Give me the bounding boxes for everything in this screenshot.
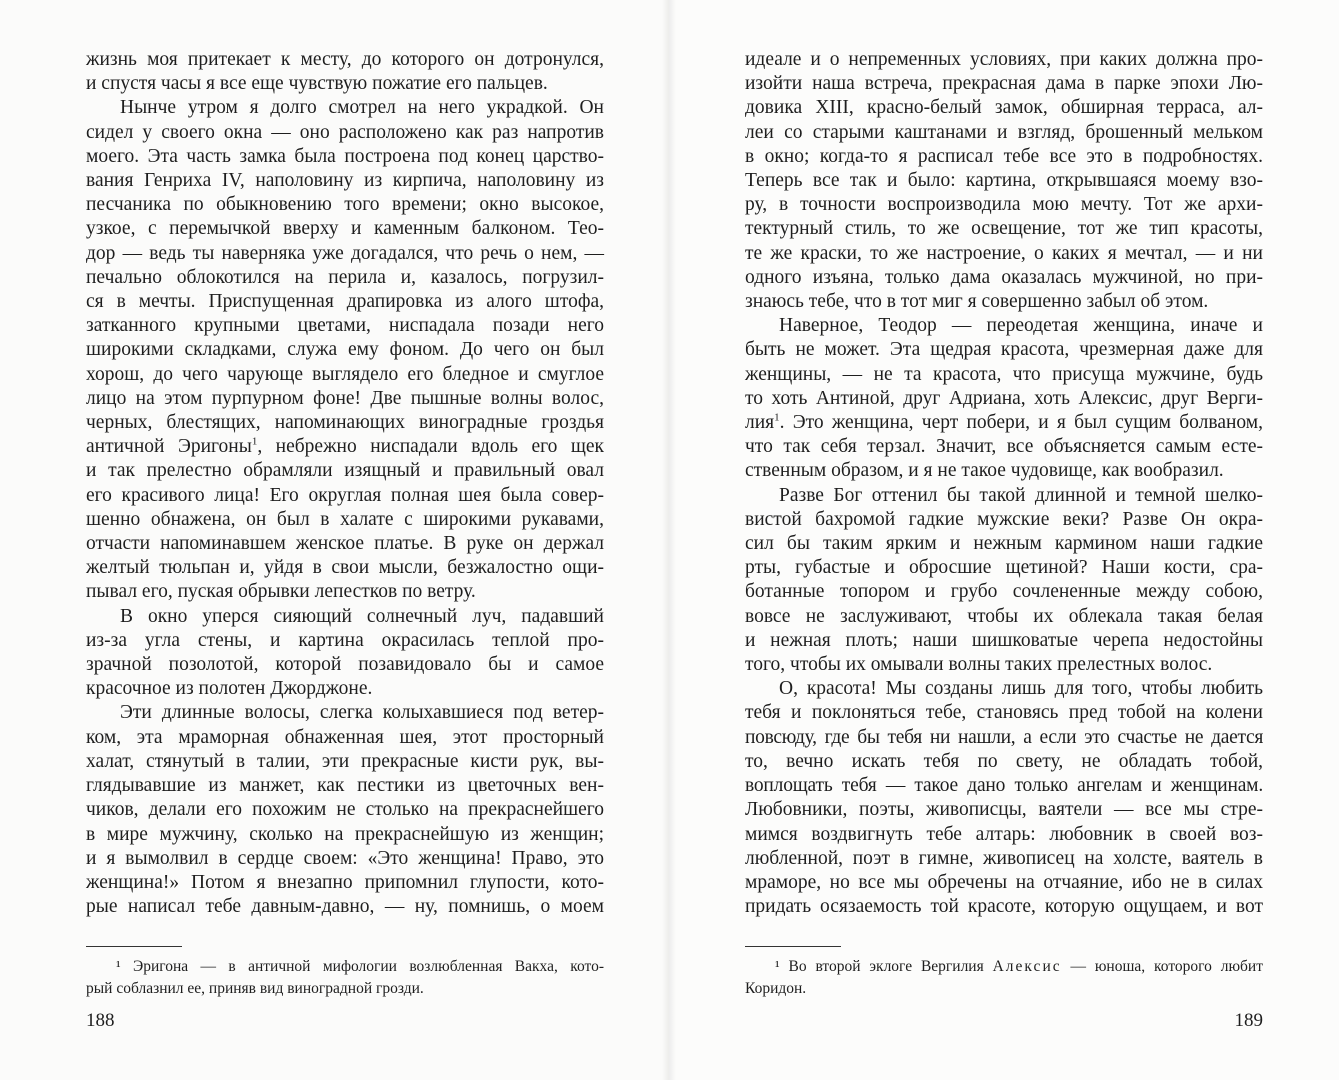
paragraph (86, 605, 604, 702)
text-line: В окно уперся сияющий солнечный луч, падавший (120, 605, 604, 627)
text-line: отчасти напоминавшем женское платье. В руке он держал (86, 533, 604, 555)
text-line: то хоть Антиной, друг Адриана, хоть Алексис, друг Верги- (745, 387, 1263, 409)
left-page-body (86, 48, 604, 919)
text-line: мраморе, но все мы обречены на отчаяние, ибо не в силах (745, 871, 1263, 893)
text-line: его красивого лица! Его округлая полная шея была совер- (86, 484, 604, 506)
text-line: и спустя часы я все еще чувствую пожатие его пальцев. (86, 73, 548, 95)
text-line: рты, губастые и обросшие щетиной? Наши кости, сра- (745, 557, 1263, 579)
text-line: женщины, — не та красота, что присуща мужчине, будь (745, 363, 1263, 385)
footnote-marker: 1 (774, 411, 780, 424)
text-line: затканного крупными цветами, ниспадала позади него (86, 315, 604, 337)
text-line: Теперь все так и было: картина, открывшаяся моему взо- (745, 170, 1263, 192)
text-line: из-за угла стены, и картина окрасилась теплой про- (86, 629, 604, 651)
text-line: Наверное, Теодор — переодетая женщина, иначе и (779, 315, 1263, 337)
text-line: ственным образом, и я не такое чудовище, как вообразил. (745, 460, 1224, 482)
text-line: воплощать тебя — такое дано только ангелам и женщинам. (745, 775, 1263, 797)
text-line: и я вымолвил в сердце своем: «Это женщина! Право, это (86, 847, 604, 869)
paragraph (745, 314, 1263, 483)
footnote-divider (86, 946, 182, 947)
text-line: мимся воздвигнуть тебе алтарь: любовник в своей воз- (745, 823, 1263, 845)
text-line: довика XIII, красно-белый замок, обширная терраса, ал- (745, 97, 1263, 119)
text-line: узкое, с перемычкой вверху и каменным балконом. Теo- (86, 218, 604, 240)
text-line: быть не может. Эта щедрая красота, чрезмерная даже для (745, 339, 1263, 361)
text-line: женщина!» Потом я внезапно припомнил глупости, кото- (86, 871, 604, 893)
text-line (745, 411, 1263, 435)
text-line: одного изъяна, только дама оказалась мужчиной, но при- (745, 266, 1263, 288)
text-fragment: античной Эригоны (86, 436, 252, 458)
text-line: Разве Бог оттенил бы такой длинной и темной шелко- (779, 484, 1263, 506)
text-line: леи со старыми каштанами и взгляд, брошенный мельком (745, 121, 1263, 143)
text-line: в окно; когда-то я расписал тебе все это в подробностях. (745, 145, 1263, 167)
right-page (669, 0, 1339, 1080)
text-line: лицо на этом пурпурном фоне! Две пышные волны волос, (86, 387, 604, 409)
page-number: 188 (86, 1010, 115, 1031)
page-number: 189 (1234, 1010, 1263, 1031)
footnote-line: ¹ Эригона — в античной мифологии возлюбленная Вакха, кото- (116, 958, 604, 975)
text-fragment: ¹ Во второй эклоге Вергилия (775, 958, 993, 975)
text-line: что так себя терзал. Значит, все объясняется самым есте- (745, 436, 1263, 458)
paragraph (745, 484, 1263, 678)
text-line: те же краски, то же настроение, о каких я мечтал, — и ни (745, 242, 1263, 264)
text-line: глядывавшие из манжет, как пестики из цветочных вен- (86, 775, 604, 797)
footnote-marker: 1 (251, 435, 258, 448)
text-fragment: . Это женщина, черт побери, и я был сущим болваном, (779, 412, 1263, 434)
text-line: ру, в точности воспроизводила мою мечту. Тот же архи- (745, 194, 1263, 216)
text-line: знаюсь тебе, что в тот миг я совершенно забыл об этом. (745, 291, 1209, 313)
paragraph (86, 48, 604, 96)
text-line (86, 435, 604, 459)
left-page (0, 0, 669, 1080)
text-line: тебя и поклоняться тебе, становясь пред тобой на колени (745, 702, 1263, 724)
text-line: зрачной позолотой, которой позавидовало бы и самое (86, 654, 604, 676)
text-line: Любовники, поэты, живописцы, ваятели — все мы стре- (745, 799, 1263, 821)
text-line: сидел у своего окна — оно расположено как раз напротив (86, 121, 604, 143)
footnote (86, 956, 604, 1000)
paragraph (86, 96, 604, 604)
text-line: вистой бахромой гадкие мужские веки? Разве Он окра- (745, 508, 1263, 530)
text-line: рые написал тебе давным-давно, — ну, помнишь, о моем (86, 896, 604, 918)
text-line: то, вечно искать тебя по свету, не обладать тобой, (745, 750, 1263, 772)
book-gutter (662, 0, 676, 1080)
footnote (745, 956, 1263, 1000)
text-line: вания Генриха IV, наполовину из кирпича, наполовину из (86, 170, 604, 192)
footnote-line: рый соблазнил ее, приняв вид виноградной грозди. (86, 980, 424, 997)
text-line: печально облокотился на перила и, казалось, погрузил- (86, 266, 604, 288)
text-line: шенно обнажена, он был в халате с широкими рукавами, (86, 508, 604, 530)
footnote-line (745, 956, 1263, 978)
paragraph (745, 677, 1263, 919)
text-line: ся в мечты. Приспущенная драпировка из алого штофа, (86, 291, 604, 313)
text-fragment: — юноша, которого любит (1061, 958, 1264, 975)
footnote-line: Коридон. (745, 980, 807, 997)
text-line: любленной, поэт в гимне, живописец на холсте, ваятель в (745, 847, 1263, 869)
text-line: тектурный стиль, то же освещение, тот же тип красоты, (745, 218, 1263, 240)
text-line: ботанные топором и грубо сочлененные между собою, (745, 581, 1263, 603)
text-line: моего. Эта часть замка была построена под конец царство- (86, 145, 604, 167)
text-line: хорош, до чего чарующе выглядело его бледное и смуглое (86, 363, 604, 385)
text-line: идеале и о непременных условиях, при каких должна про- (745, 49, 1263, 70)
text-line: ком, эта мраморная обнаженная шея, этот просторный (86, 726, 604, 748)
text-line: халат, стянутый в талии, эти прекрасные кисти рук, вы- (86, 750, 604, 772)
text-line: придать осязаемость той красоте, которую ощущаем, и вот (745, 896, 1263, 918)
text-line: желтый тюльпан и, уйдя в свои мысли, безжалостно ощи- (86, 557, 604, 579)
spaced-name: Алексис (992, 958, 1062, 975)
text-line: черных, блестящих, напоминающих виноградные гроздья (86, 412, 604, 434)
right-page-body (745, 48, 1263, 919)
text-fragment: , небрежно ниспадали вдоль его щек (257, 436, 604, 458)
footnote-divider (745, 946, 841, 947)
text-line: дор — ведь ты наверняка уже догадался, что речь о нем, — (86, 242, 604, 264)
paragraph (745, 48, 1263, 314)
text-line: песчаника по обыкновению того времени; окно высокое, (86, 194, 604, 216)
text-line: и нежная плоть; наши шишковатые черепа недостойны (745, 629, 1263, 651)
text-line: красочное из полотен Джорджоне. (86, 678, 373, 700)
text-line: в мире мужчину, сколько на прекраснейшую из женщин; (86, 823, 604, 845)
text-line: того, чтобы их омывали волны таких прелестных волос. (745, 654, 1213, 676)
text-line: Эти длинные волосы, слегка колыхавшиеся под ветер- (120, 702, 604, 724)
text-line: изойти наша встреча, прекрасная дама в парке эпохи Лю- (745, 73, 1263, 95)
text-line: повсюду, где бы тебя ни нашли, а если это счастье не дается (745, 726, 1263, 748)
text-line: пывал его, пуская обрывки лепестков по ветру. (86, 581, 476, 603)
text-line: О, красота! Мы созданы лишь для того, чтобы любить (779, 678, 1263, 700)
text-fragment: лия (745, 412, 775, 434)
text-line: вовсе не заслуживают, чтобы их облекала такая белая (745, 605, 1263, 627)
text-line: жизнь моя притекает к месту, до которого он дотронулся, (86, 49, 604, 70)
text-line: широкими складками, служа ему фоном. До чего он был (86, 339, 604, 361)
text-line: Нынче утром я долго смотрел на него украдкой. Он (120, 97, 604, 119)
text-line: и так прелестно обрамляли изящный и правильный овал (86, 460, 604, 482)
paragraph (86, 701, 604, 919)
text-line: чиков, делали его похожим не столько на прекраснейшего (86, 799, 604, 821)
text-line: сил бы таким ярким и нежным кармином наши гадкие (745, 533, 1263, 555)
